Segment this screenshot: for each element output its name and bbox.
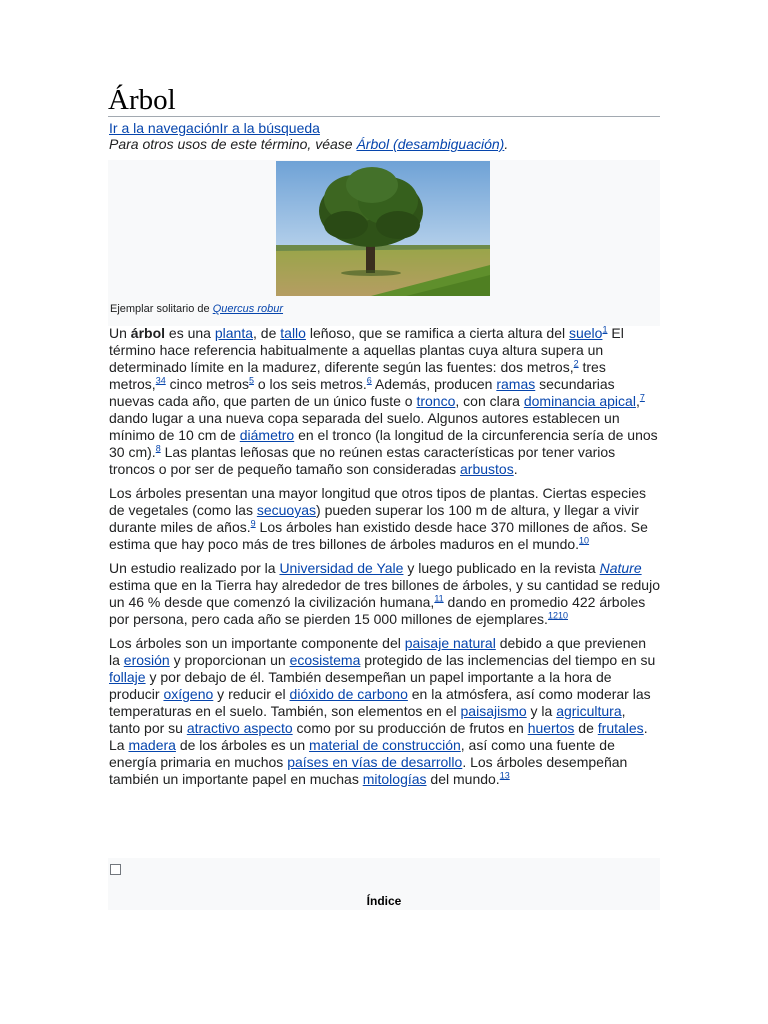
quercus-robur-link[interactable]: Quercus robur — [212, 303, 284, 315]
ref-2[interactable]: 2 — [573, 358, 579, 369]
jump-links — [109, 120, 320, 137]
toc-toggle-checkbox[interactable] — [110, 864, 121, 875]
caption-text: Ejemplar solitario de — [110, 303, 213, 315]
ref-34[interactable]: 34 — [155, 375, 166, 386]
ref-8[interactable]: 8 — [155, 443, 161, 454]
link-atractivo-aspecto[interactable]: atractivo aspecto — [186, 720, 293, 736]
link-suelo[interactable]: suelo — [568, 325, 603, 341]
link-tallo[interactable]: tallo — [280, 325, 306, 341]
disambiguation-link[interactable]: Árbol (desambiguación) — [356, 136, 505, 152]
link-paises-en-vias-de-desarrollo[interactable]: países en vías de desarrollo — [287, 754, 463, 770]
link-planta[interactable]: planta — [214, 325, 254, 341]
oak-tree-image — [276, 161, 490, 296]
hatnote — [109, 136, 508, 153]
link-paisaje-natural[interactable]: paisaje natural — [404, 635, 496, 651]
link-huertos[interactable]: huertos — [527, 720, 575, 736]
ref-1[interactable]: 1 — [602, 324, 608, 335]
link-agricultura[interactable]: agricultura — [556, 703, 622, 719]
link-follaje[interactable]: follaje — [109, 669, 146, 685]
jump-to-navigation-link[interactable]: Ir a la navegación — [109, 120, 220, 136]
ref-11[interactable]: 11 — [434, 593, 444, 604]
link-ramas[interactable]: ramas — [496, 376, 536, 392]
link-oxigeno[interactable]: oxígeno — [163, 686, 214, 702]
title-divider — [108, 116, 660, 117]
link-mitologias[interactable]: mitologías — [362, 771, 427, 787]
link-secuoyas[interactable]: secuoyas — [256, 502, 317, 518]
jump-to-search-link[interactable]: Ir a la búsqueda — [219, 120, 320, 136]
link-frutales[interactable]: frutales — [597, 720, 644, 736]
infobox-figure — [108, 160, 660, 326]
link-dominancia-apical[interactable]: dominancia apical — [523, 393, 636, 409]
ref-9[interactable]: 9 — [250, 518, 256, 529]
figure-caption — [110, 302, 283, 316]
link-diametro[interactable]: diámetro — [239, 427, 295, 443]
ref-5[interactable]: 5 — [248, 375, 254, 386]
link-dioxido-de-carbono[interactable]: dióxido de carbono — [289, 686, 408, 702]
ref-13[interactable]: 13 — [499, 770, 510, 781]
paragraph-longevity: Los árboles presentan una mayor longitud que otros tipos de plantas. Ciertas especies de vegetales (como las secuoyas) pueden superar los 100 m de altura, y llegar a vivir durante miles de años.$^9$ Los árboles han existido desde hace 370 millones de años. Se estima que hay poco más de tres billones de árboles maduros en el mundo.$^{10}$ — [109, 485, 648, 552]
link-tronco[interactable]: tronco — [416, 393, 456, 409]
link-madera[interactable]: madera — [128, 737, 176, 753]
hatnote-period: . — [504, 136, 509, 152]
tree-photo[interactable] — [276, 161, 490, 296]
ref-7[interactable]: 7 — [639, 392, 645, 403]
page-title: Árbol — [108, 84, 176, 116]
hatnote-text: Para otros usos de este término, véase — [109, 136, 357, 152]
ref-1210[interactable]: 1210 — [547, 610, 568, 621]
paragraph-importance: Los árboles son un importante componente del paisaje natural debido a que previenen la erosión y proporcionan un ecosistema protegido de las inclemencias del tiempo en su follaje y por debajo de él. También desempeñan un papel importante a la hora de producir oxígeno y reducir el dióxido de carbono en la atmósfera, así como moderar las temperaturas en el suelo. También, son elementos en el paisajismo y la agricultura, tanto por su atractivo aspecto como por su producción de frutos en huertos de frutales. La madera de los árboles es un material de construcción, así como una fuente de energía primaria en muchos países en vías de desarrollo. Los árboles desempeñan también un importante papel en muchas mitologías del mundo.$^{13}$ — [109, 635, 656, 787]
bold-term: árbol — [130, 325, 166, 341]
paragraph-intro: Un árbol es una planta, de tallo leñoso, que se ramifica a cierta altura del suelo$^1$ El término hace referencia habitualmente a aquellas plantas cuya altura supera un determinado límite en la madurez, diferente según las fuentes: dos metros,$^2$ tres metros,$^{34}$ cinco metros$^5$ o los seis metros.$^6$ Además, producen ramas secundarias nuevas cada año, que parten de un único fuste o tronco, con clara dominancia apical,$^7$ dando lugar a una nueva copa separada del suelo. Algunos autores establecen un mínimo de 10 cm de diámetro en el tronco (la longitud de la circunferencia sería de unos 30 cm).$^8$ Las plantas leñosas que no reúnen estas características por tener varios troncos o por ser de pequeño tamaño son consideradas arbustos. — [109, 324, 658, 477]
toc-title: Índice — [366, 894, 402, 908]
link-universidad-de-yale[interactable]: Universidad de Yale — [279, 560, 404, 576]
ref-10[interactable]: 10 — [579, 535, 590, 546]
paragraph-study: Un estudio realizado por la Universidad de Yale y luego publicado en la revista Nature estima que en la Tierra hay alrededor de tres billones de árboles, y su cantidad se redujo un 46 % desde que comenzó la civilización humana,$^{11}$ dando en promedio 422 árboles por persona, pero cada año se pierden 15 000 millones de ejemplares.$^{1210}$ — [109, 560, 660, 627]
link-paisajismo[interactable]: paisajismo — [460, 703, 527, 719]
link-ecosistema[interactable]: ecosistema — [289, 652, 361, 668]
link-material-de-construccion[interactable]: material de construcción — [309, 737, 461, 753]
link-arbustos[interactable]: arbustos — [460, 461, 514, 477]
table-of-contents — [108, 858, 660, 910]
ref-6[interactable]: 6 — [366, 375, 372, 386]
link-nature[interactable]: Nature — [599, 560, 642, 576]
link-erosion[interactable]: erosión — [123, 652, 170, 668]
article-body — [109, 325, 660, 795]
